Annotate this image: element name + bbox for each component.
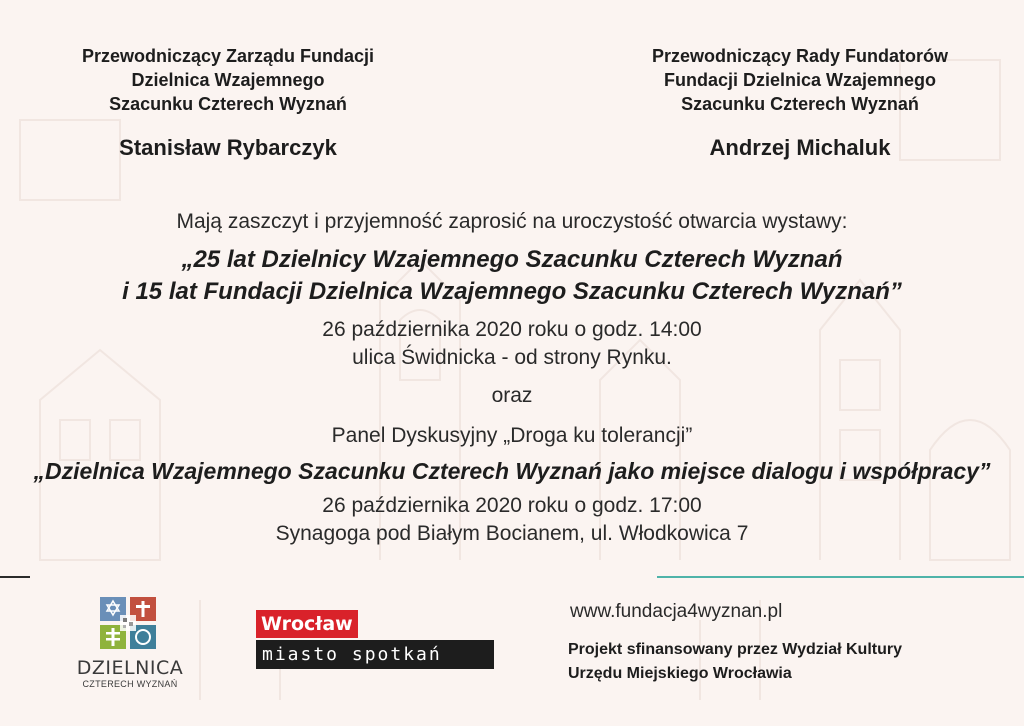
right-host-title-line-3: Szacunku Czterech Wyznań	[681, 94, 919, 114]
panel-date: 26 października 2020 roku o godz. 17:00	[322, 494, 702, 517]
wroclaw-logo	[256, 610, 496, 672]
right-host-name: Andrzej Michaluk	[709, 135, 891, 160]
wroclaw-logo-bottom: miasto spotkań	[256, 640, 494, 669]
four-faiths-mosaic-icon	[98, 595, 158, 651]
panel-name: Panel Dyskusyjny „Droga ku tolerancji”	[331, 424, 693, 447]
exhibition-title-line-1: „25 lat Dzielnicy Wzajemnego Szacunku Czterech Wyznań	[181, 246, 843, 273]
dzielnica-logo-word: DZIELNICA	[76, 657, 184, 679]
exhibition-place: ulica Świdnicka - od strony Rynku.	[352, 346, 672, 369]
website-link[interactable]: www.fundacja4wyznan.pl	[570, 601, 783, 622]
left-host	[48, 44, 408, 162]
dzielnica-logo-sub: CZTERECH WYZNAŃ	[82, 679, 178, 689]
left-host-name: Stanisław Rybarczyk	[119, 135, 337, 160]
exhibition-title-line-2: i 15 lat Fundacji Dzielnica Wzajemnego Szacunku Czterech Wyznań”	[122, 278, 902, 305]
exhibition-date: 26 października 2020 roku o godz. 14:00	[322, 318, 702, 341]
right-host	[610, 44, 990, 162]
left-host-title-line-2: Dzielnica Wzajemnego	[131, 70, 325, 90]
panel-place: Synagoga pod Białym Bocianem, ul. Włodkowica 7	[275, 522, 749, 545]
invitation-text: Mają zaszczyt i przyjemność zaprosić na uroczystość otwarcia wystawy:	[176, 210, 848, 233]
conjunction-text: oraz	[491, 384, 533, 407]
right-host-title-line-2: Fundacji Dzielnica Wzajemnego	[663, 70, 937, 90]
wroclaw-logo-top: Wrocław	[256, 610, 358, 638]
funding-note-line-1: Projekt sfinansowany przez Wydział Kultury	[568, 641, 902, 658]
funding-note	[568, 638, 902, 686]
left-host-title-line-3: Szacunku Czterech Wyznań	[109, 94, 347, 114]
funding-note-line-2: Urzędu Miejskiego Wrocławia	[568, 665, 792, 682]
right-host-title-line-1: Przewodniczący Rady Fundatorów	[651, 46, 949, 66]
divider-right	[657, 576, 1024, 578]
panel-title: „Dzielnica Wzajemnego Szacunku Czterech Wyznań jako miejsce dialogu i współpracy”	[33, 458, 991, 484]
left-host-title-line-1: Przewodniczący Zarządu Fundacji	[81, 46, 375, 66]
dzielnica-logo	[70, 595, 190, 695]
divider-left	[0, 576, 30, 578]
